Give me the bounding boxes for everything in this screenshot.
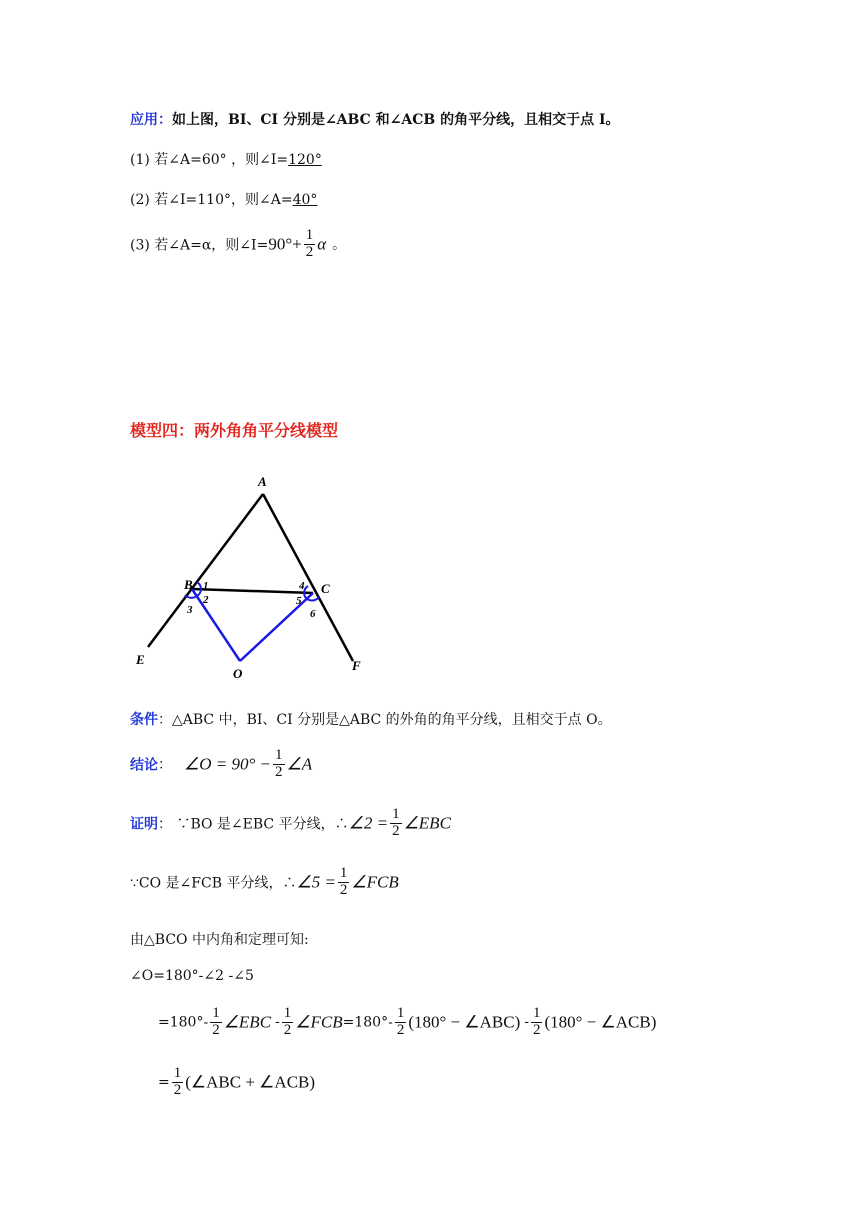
angle-label-1: 1 [203, 580, 209, 592]
conclusion-rhs: ∠A [286, 754, 313, 774]
question-3 [130, 228, 346, 261]
conclusion-paragraph [130, 748, 312, 781]
proof-line-4: ∠O=180°-∠2 -∠5 [130, 968, 254, 984]
line-BC [192, 589, 313, 593]
arc-2 [197, 590, 201, 596]
question-3-text: (3) 若∠A=α，则∠I= [130, 237, 269, 254]
geometry-figure [120, 465, 380, 690]
bisector-lines [192, 589, 313, 661]
fraction-half: $\frac{1}{2}$ [305, 227, 314, 260]
proof-line-1-math: ∠2 = [348, 813, 389, 833]
label-A: A [258, 474, 267, 489]
condition-label: 条件 [130, 712, 158, 728]
conclusion-colon: ： [158, 757, 172, 774]
fraction-half: $\frac{1}{2}$ [396, 1005, 405, 1038]
proof-line-1-text: ： ∵BO 是∠EBC 平分线，∴ [158, 816, 349, 833]
proof-line-2-math: ∠5 = [296, 872, 336, 892]
proof-line-5-d: ∠FCB [295, 1012, 343, 1032]
question-3-var: α [317, 234, 327, 254]
proof-line-1 [130, 807, 451, 840]
angle-label-3: 3 [187, 604, 193, 616]
question-2-text: (2) 若∠I=110°，则∠A= [130, 192, 293, 208]
conclusion-label: 结论 [130, 757, 158, 774]
proof-line-5 [158, 1006, 656, 1039]
fraction-half: $\frac{1}{2}$ [339, 865, 348, 898]
fraction-half: $\frac{1}{2}$ [283, 1005, 292, 1038]
proof-line-5-e: =180°- [342, 1014, 393, 1031]
line-CO [240, 593, 313, 661]
proof-line-2-text: ∵CO 是∠FCB 平分线，∴ [130, 875, 297, 892]
question-2 [130, 189, 317, 209]
label-C: C [321, 581, 330, 596]
proof-line-1-rhs: ∠EBC [403, 813, 451, 833]
conclusion-lhs: ∠O = 90° − [184, 754, 272, 774]
triangle-lines [148, 494, 353, 661]
line-AF [263, 494, 353, 661]
proof-line-6-a: = [158, 1074, 170, 1091]
angle-label-6: 6 [310, 608, 316, 620]
question-2-answer: 40° [292, 192, 318, 208]
question-3-math: 90°+ [268, 234, 302, 254]
condition-text: ：△ABC 中，BI、CI 分别是△ABC 的外角的角平分线，且相交于点 O。 [158, 712, 612, 728]
fraction-half: $\frac{1}{2}$ [275, 747, 283, 780]
angle-label-4: 4 [299, 580, 305, 592]
application-paragraph [130, 109, 620, 129]
angle-label-5: 5 [296, 595, 302, 607]
question-1 [130, 149, 322, 169]
line-AE [148, 494, 263, 647]
fraction-half: $\frac{1}{2}$ [173, 1065, 182, 1098]
proof-line-3: 由△BCO 中内角和定理可知: [130, 932, 309, 948]
condition-paragraph [130, 709, 612, 729]
proof-line-5-h: (180° − ∠ACB) [544, 1012, 657, 1032]
fraction-half: $\frac{1}{2}$ [392, 806, 400, 839]
proof-line-5-c: - [275, 1014, 280, 1031]
label-O: O [233, 666, 243, 681]
question-1-text: (1) 若∠A=60° ，则∠I= [130, 152, 289, 168]
proof-line-5-f: (180° − ∠ABC) [408, 1012, 521, 1032]
fraction-half: $\frac{1}{2}$ [532, 1005, 541, 1038]
section-title: 模型四：两外角角平分线模型 [130, 421, 339, 440]
application-label: 应用： [130, 112, 172, 128]
proof-line-6 [158, 1066, 315, 1099]
proof-line-2 [130, 866, 399, 899]
application-text: 如上图，BI、CI 分别是∠ABC 和∠ACB 的角平分线，且相交于点 I。 [172, 112, 620, 128]
label-B: B [184, 577, 193, 592]
label-E: E [136, 652, 145, 667]
proof-line-5-g: - [524, 1014, 529, 1031]
proof-line-5-b: ∠EBC [223, 1012, 272, 1032]
line-BO [192, 589, 240, 661]
proof-line-5-a: =180°- [158, 1014, 209, 1031]
proof-label: 证明 [130, 816, 158, 833]
proof-line-2-rhs: ∠FCB [351, 872, 399, 892]
label-F: F [352, 658, 361, 673]
fraction-half: $\frac{1}{2}$ [212, 1005, 220, 1038]
angle-label-2: 2 [203, 594, 209, 606]
question-3-end: 。 [332, 237, 347, 254]
proof-line-6-b: (∠ABC + ∠ACB) [185, 1072, 316, 1092]
question-1-answer: 120° [288, 152, 322, 168]
